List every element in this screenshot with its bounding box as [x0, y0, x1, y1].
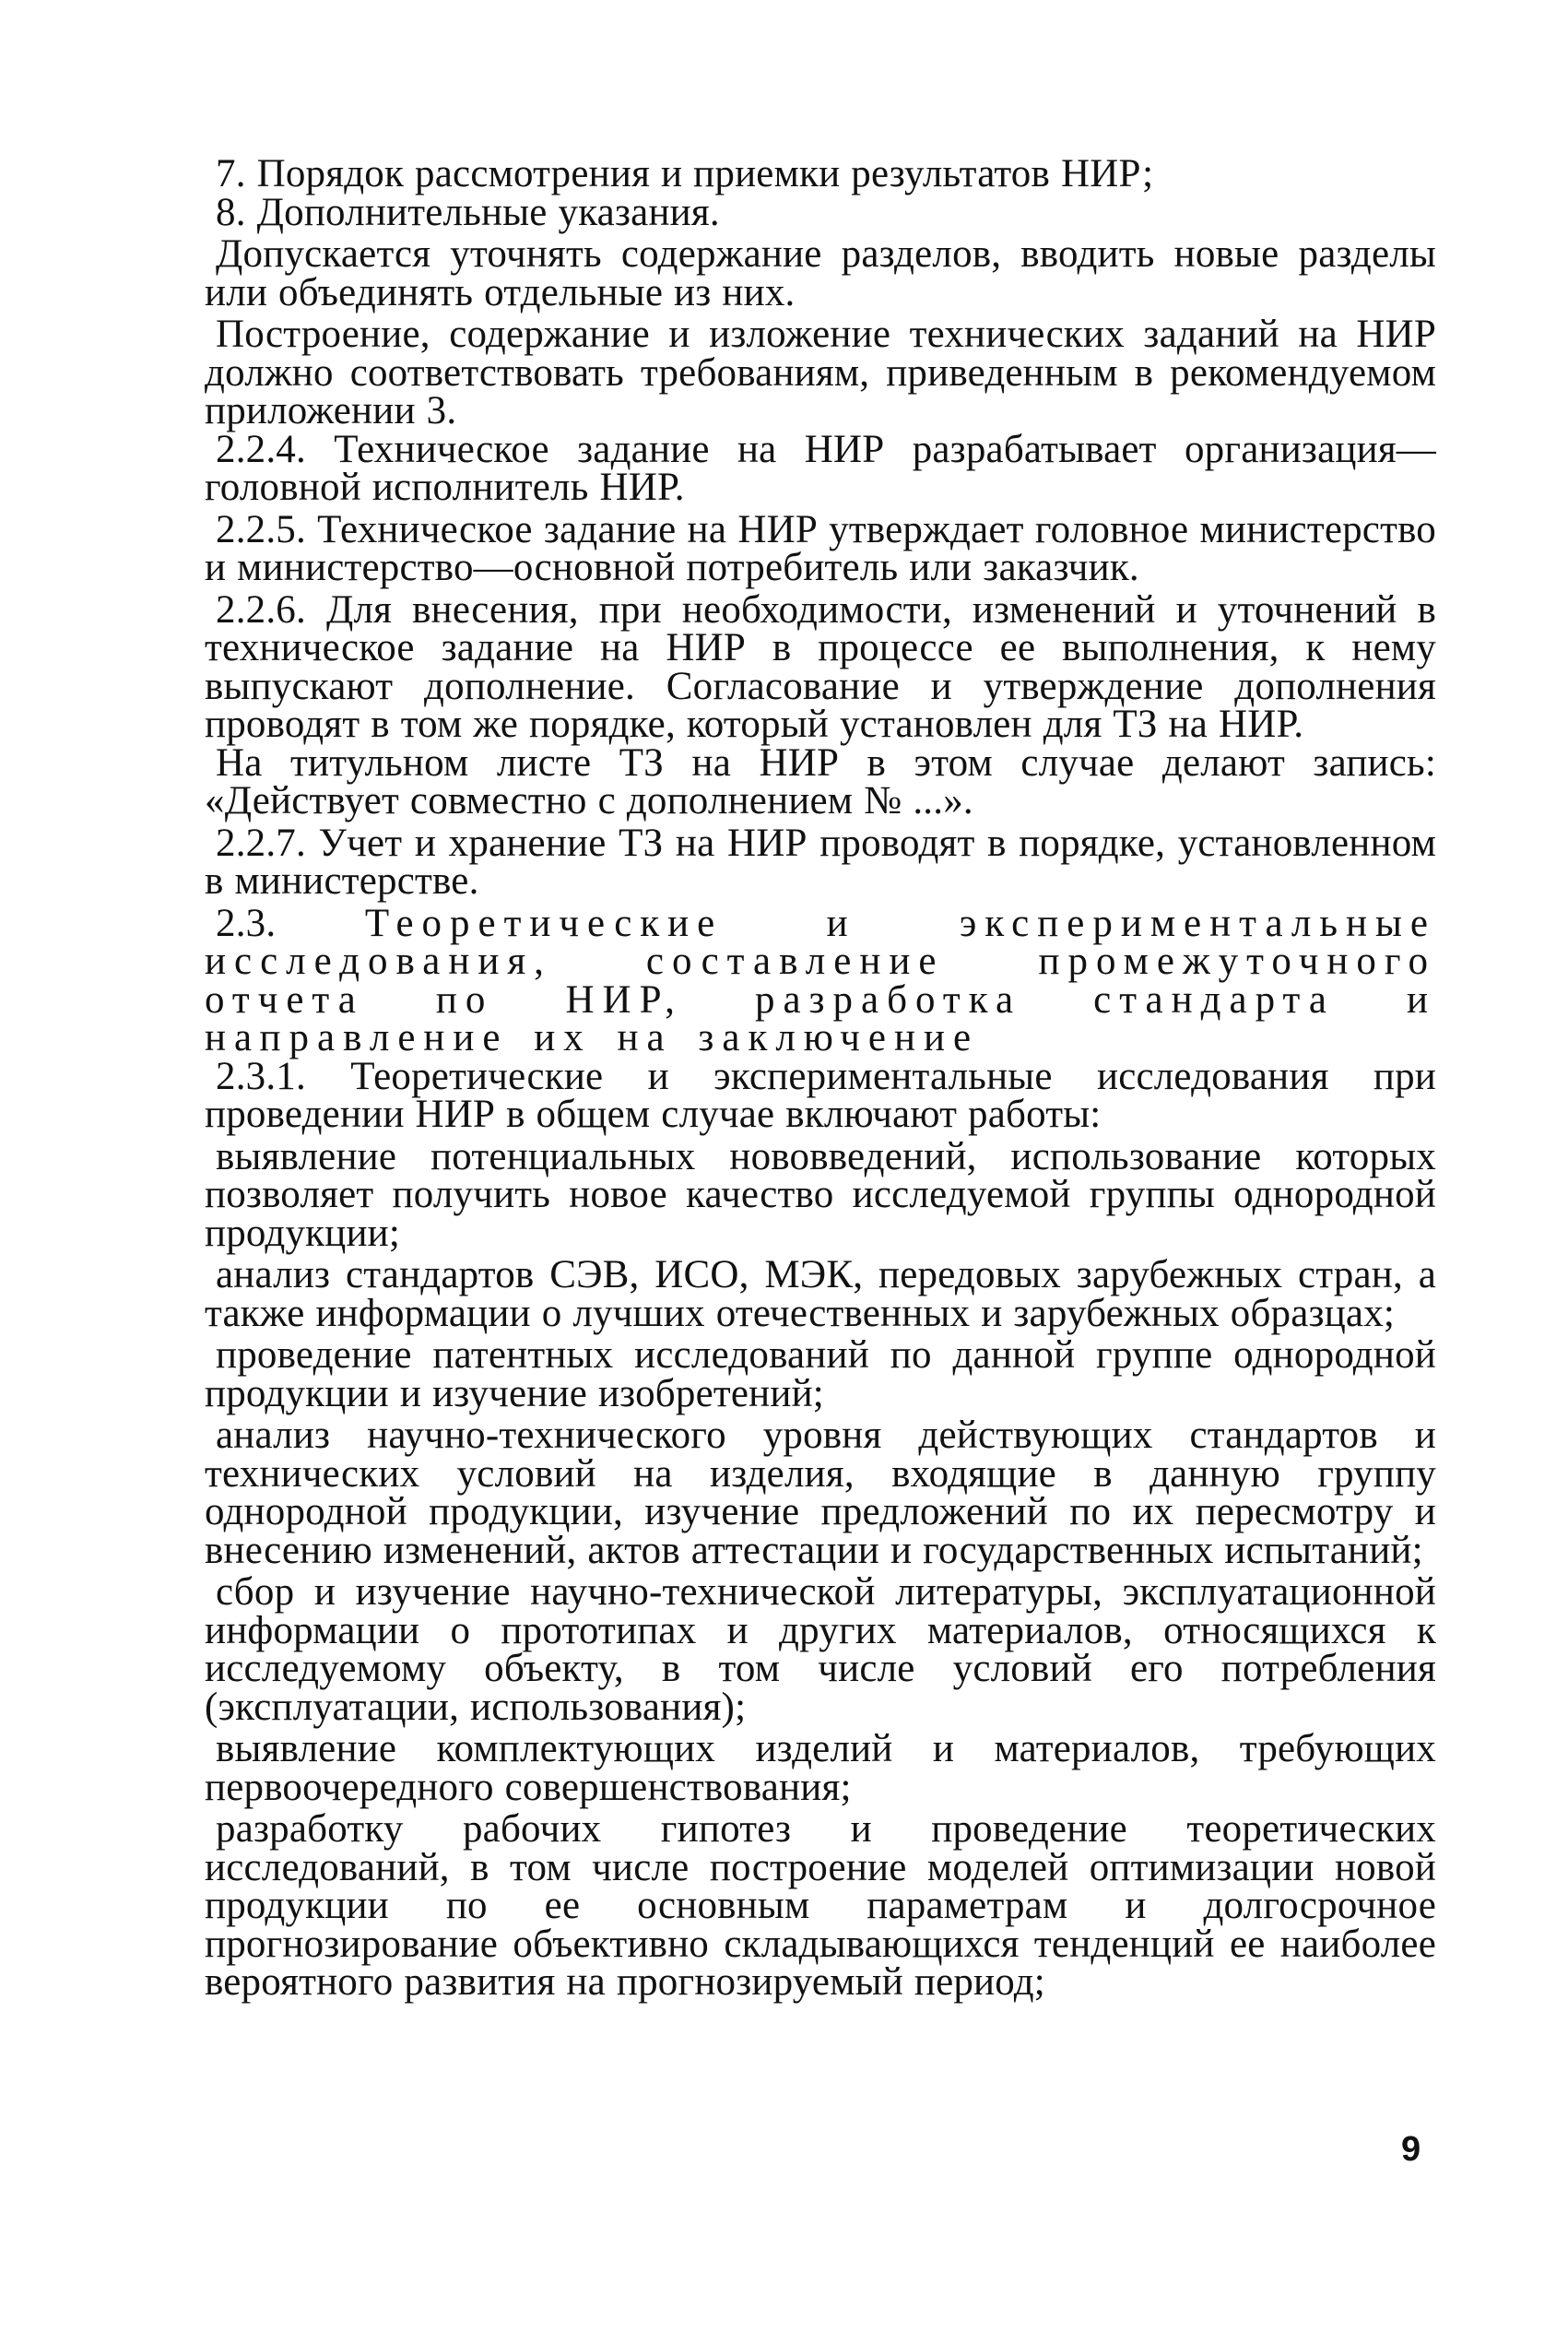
paragraph-sections-note: Допускается уточнять содержание разделов, вводить новые разделы или объединять отдельные из них. — [205, 232, 1436, 314]
page-number: 9 — [1401, 2130, 1421, 2169]
work-item-technical-level: анализ научно-технического уровня действующих стандартов и технических условий на изделия, входящие в данную группу однородной продукции, изучение предложений по их пересмотру и внесению изменений, актов аттестации и государственных испытаний; — [205, 1414, 1436, 1572]
clause-2-2-7: 2.2.7. Учет и хранение ТЗ на НИР проводят в порядке, установленном в министерстве. — [205, 821, 1436, 903]
list-item-8: 8. Дополнительные указания. — [216, 190, 720, 234]
paragraph-structure-requirements: Построение, содержание и изложение технических заданий на НИР должно соответствовать требованиям, приведенным в рекомендуемом приложении 3. — [205, 313, 1436, 432]
work-item-patent-research: проведение патентных исследований по данной группе однородной продукции и изучение изобретений; — [205, 1333, 1436, 1415]
clause-2-3-1: 2.3.1. Теоретические и экспериментальные исследования при проведении НИР в общем случае включают работы: — [205, 1054, 1436, 1136]
work-item-standards-analysis: анализ стандартов СЭВ, ИСО, МЭК, передовых зарубежных стран, а также информации о лучших отечественных и зарубежных образцах; — [205, 1253, 1436, 1335]
work-item-components: выявление комплектующих изделий и материалов, требующих первоочередного совершенствования; — [205, 1727, 1436, 1809]
clause-2-2-5: 2.2.5. Техническое задание на НИР утверждает головное министерство и министерство—основной потребитель или заказчик. — [205, 507, 1436, 589]
section-title: Теоретические и экспериментальные исследования, составление промежуточного отчета по НИР, разработка стандарта и направление их на заключение — [205, 901, 1436, 1059]
list-item-7: 7. Порядок рассмотрения и приемки результатов НИР; — [216, 152, 1154, 195]
clause-2-2-4: 2.2.4. Техническое задание на НИР разрабатывает организация—головной исполнитель НИР. — [205, 427, 1436, 509]
work-item-literature: сбор и изучение научно-технической литературы, эксплуатационной информации о прототипах и других материалов, относящихся к исследуемому объекту, в том числе условий его потребления (эксплуатации, использования); — [205, 1570, 1436, 1729]
section-heading-2-3 — [205, 901, 1436, 1059]
section-number: 2.3. — [216, 901, 277, 945]
document-page — [205, 152, 1436, 2004]
clause-2-2-6: 2.2.6. Для внесения, при необходимости, изменений и уточнений в техническое задание на НИР в процессе ее выполнения, к нему выпускают дополнение. Согласование и утверждение дополнения проводят в том же порядке, который установлен для ТЗ на НИР. — [205, 587, 1436, 746]
paragraph-title-page-note: На титульном листе ТЗ на НИР в этом случае делают запись: «Действует совместно с дополнением № ...». — [205, 740, 1436, 822]
work-item-innovations: выявление потенциальных нововведений, использование которых позволяет получить новое качество исследуемой группы однородной продукции; — [205, 1134, 1436, 1255]
work-item-hypotheses: разработку рабочих гипотез и проведение теоретических исследований, в том числе построение моделей оптимизации новой продукции по ее основным параметрам и долгосрочное прогнозирование объективно складывающихся тенденций ее наиболее вероятного развития на прогнозируемый период; — [205, 1807, 1436, 2004]
